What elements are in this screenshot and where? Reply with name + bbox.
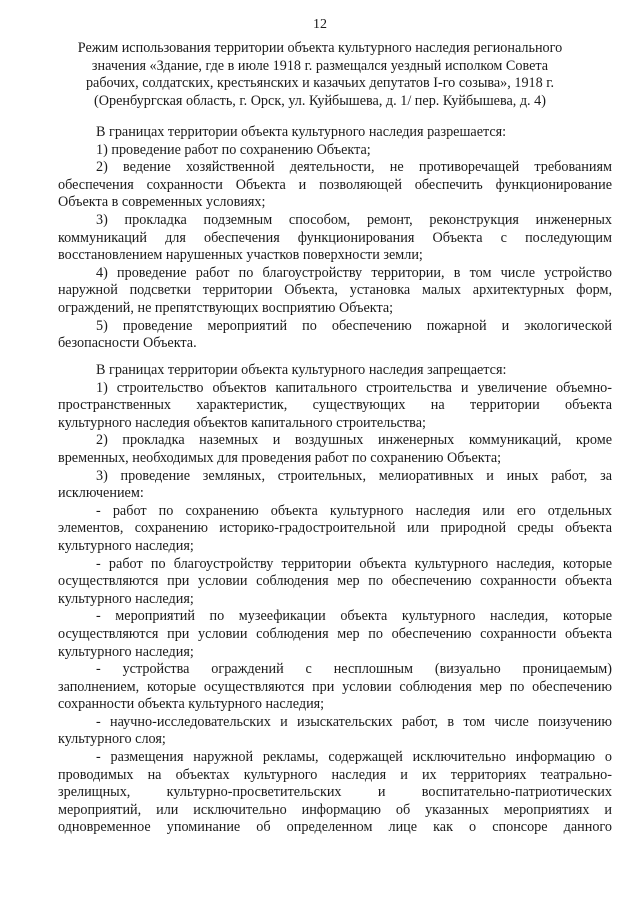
paragraph-line: 1) строительство объектов капитального строительства и увеличение объемно- <box>96 379 612 396</box>
paragraph-line: сохранности объекта культурного наследия; <box>58 696 325 713</box>
paragraph-line: зрелищных, культурно-просветительских и воспитательно-патриотических <box>58 784 612 801</box>
paragraph-line: - устройства ограждений с несплошным (визуально проницаемым) <box>96 661 612 678</box>
paragraph-line: элементов, сохранению историко-градостроительной или природной среды объекта <box>58 520 612 537</box>
title-line: (Оренбургская область, г. Орск, ул. Куйбышева, д. 1/ пер. Куйбышева, д. 4) <box>94 92 546 109</box>
paragraph-line: заполнением, которые осуществляются при условии соблюдения мер по обеспечению <box>58 678 612 695</box>
paragraph-line: восстановлением нарушенных участков поверхности земли; <box>58 247 423 264</box>
document-title <box>60 40 580 110</box>
paragraph-line: 2) прокладка наземных и воздушных инженерных коммуникаций, кроме <box>96 432 612 449</box>
paragraph-line: безопасности Объекта. <box>58 335 197 352</box>
paragraph-line: - работ по сохранению объекта культурного наследия или его отдельных <box>96 502 612 519</box>
paragraph-line: - научно-исследовательских и изыскательских работ, в том числе поизучению <box>96 713 612 730</box>
title-line: значения «Здание, где в июле 1918 г. размещался уездный исполком Совета <box>91 57 549 74</box>
paragraph-line: осуществляются при условии соблюдения мер по обеспечению сохранности объекта <box>58 573 612 590</box>
paragraph-line: - мероприятий по музеефикации объекта культурного наследия, которые <box>96 608 612 625</box>
paragraph-line: наружной подсветки территории Объекта, установка малых архитектурных форм, <box>58 282 612 299</box>
paragraph-line: 1) проведение работ по сохранению Объекта; <box>96 141 371 158</box>
paragraph-line: осуществляются при условии соблюдения мер по обеспечению сохранности объекта <box>58 625 612 642</box>
section-heading: В границах территории объекта культурного наследия разрешается: <box>96 124 507 140</box>
section-heading: В границах территории объекта культурного наследия запрещается: <box>96 362 507 378</box>
paragraph-line: 2) ведение хозяйственной деятельности, не противоречащей требованиям <box>96 159 612 176</box>
allowed-section <box>58 124 612 353</box>
page-number: 12 <box>313 17 327 32</box>
paragraph-line: - размещения наружной рекламы, содержащей исключительно информацию о <box>96 749 612 766</box>
paragraph-line: коммуникаций для обеспечения функционирования Объекта с последующим <box>58 229 612 246</box>
paragraph-line: одновременное упоминание об определенном лице как о спонсоре данного <box>58 819 612 836</box>
paragraph-line: 4) проведение работ по благоустройству территории, в том числе устройство <box>96 264 612 281</box>
title-line: рабочих, солдатских, крестьянских и казачьих депутатов I-го созыва», 1918 г. <box>85 75 555 92</box>
paragraph-line: Объекта в современных условиях; <box>58 194 266 211</box>
paragraph-line: культурного наследия; <box>58 590 194 607</box>
paragraph-line: культурного наследия; <box>58 643 194 660</box>
prohibited-section <box>58 362 612 837</box>
paragraph-line: культурного слоя; <box>58 731 166 748</box>
title-line: Режим использования территории объекта культурного наследия регионального <box>77 40 563 56</box>
paragraph-line: культурного наследия объектов капитального строительства; <box>58 414 426 431</box>
paragraph-line: 3) прокладка подземным способом, ремонт, реконструкция инженерных <box>96 211 612 228</box>
paragraph-line: ограждений, не препятствующих восприятию Объекта; <box>58 299 394 316</box>
paragraph-line: - работ по благоустройству территории объекта культурного наследия, которые <box>96 555 612 572</box>
paragraph-line: 3) проведение земляных, строительных, мелиоративных и иных работ, за <box>96 467 612 484</box>
paragraph-line: обеспечения сохранности Объекта и позволяющей обеспечить функционирование <box>58 176 612 193</box>
paragraph-line: 5) проведение мероприятий по обеспечению пожарной и экологической <box>96 317 612 334</box>
paragraph-line: исключением: <box>58 485 144 502</box>
paragraph-line: проводимых на объектах культурного наследия и их территориях театрально- <box>58 766 612 783</box>
paragraph-line: пространственных характеристик, существующих на территории объекта <box>58 397 612 414</box>
paragraph-line: мероприятий, или исключительно информацию об указанных мероприятиях и <box>58 801 612 818</box>
paragraph-line: культурного наследия; <box>58 537 194 554</box>
paragraph-line: временных, необходимых для проведения работ по сохранению Объекта; <box>58 449 502 466</box>
